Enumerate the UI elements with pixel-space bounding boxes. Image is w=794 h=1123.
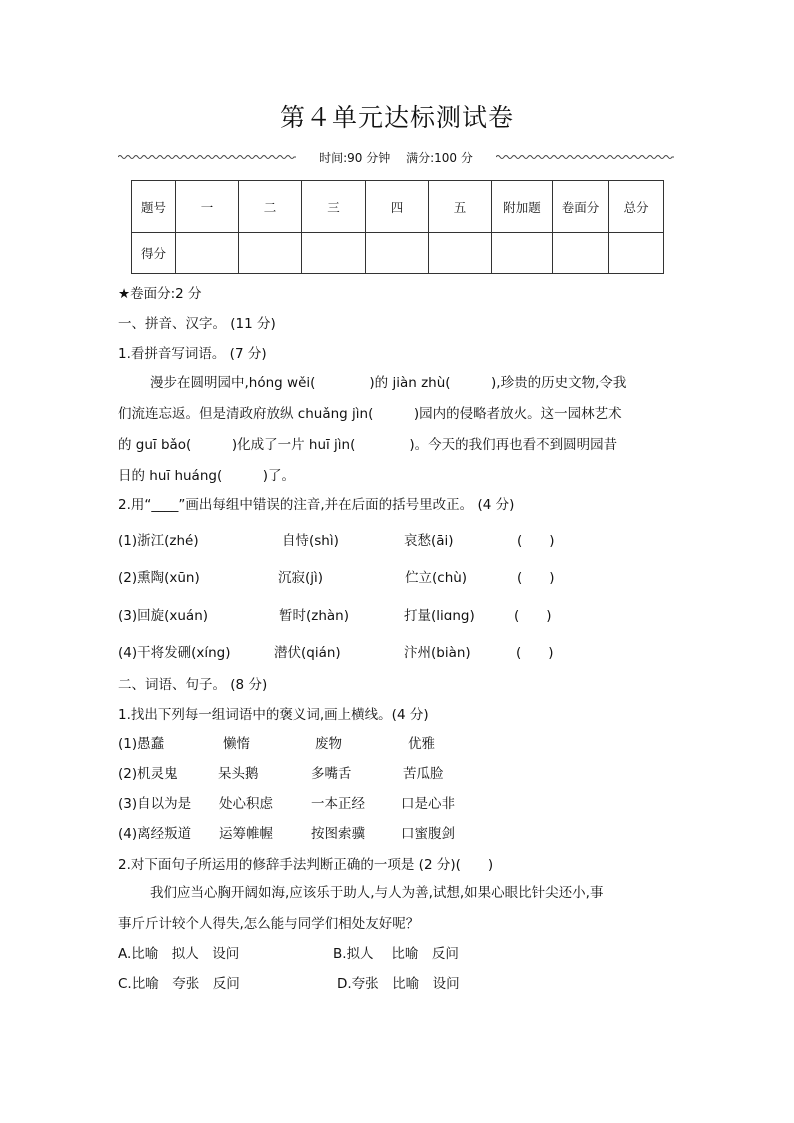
pinyin-item: 汴州(biàn) xyxy=(404,645,471,661)
pinyin-item: (1)浙江(zhé) xyxy=(118,533,199,549)
word-item: (2)机灵鬼 xyxy=(118,766,178,782)
exam-info-row xyxy=(118,150,674,166)
answer-bracket[interactable]: ( ) xyxy=(516,645,554,661)
score-cell[interactable] xyxy=(429,233,492,274)
word-item: 苦瓜脸 xyxy=(403,766,444,782)
word-item: (1)愚蠢 xyxy=(118,736,165,752)
word-item: 处心积虑 xyxy=(219,796,273,812)
section1-title: 一、拼音、汉字。 (11 分) xyxy=(118,316,276,332)
score-table-header-row xyxy=(132,181,664,233)
paragraph-line: 日的 huī huáng( )了。 xyxy=(118,468,295,484)
sentence-line: 我们应当心胸开阔如海,应该乐于助人,与人为善,试想,如果心眼比针尖还小,事 xyxy=(150,885,604,901)
sentence-line: 事斤斤计较个人得失,怎么能与同学们相处友好呢？ xyxy=(118,916,420,932)
score-table-header: 卷面分 xyxy=(553,181,609,233)
section2-title: 二、词语、句子。 (8 分) xyxy=(118,677,268,693)
pinyin-item: 哀愁(āi) xyxy=(404,533,454,549)
pinyin-item: (3)回旋(xuán) xyxy=(118,608,209,624)
paragraph-line: 漫步在圆明园中,hóng wěi( )的 jiàn zhù( ),珍贵的历史文物,令我 xyxy=(150,375,627,391)
exam-time: 时间:90 分钟 xyxy=(319,151,391,165)
word-item: (4)离经叛道 xyxy=(118,826,192,842)
answer-bracket[interactable]: ( ) xyxy=(514,608,552,624)
score-table-score-row xyxy=(132,233,664,274)
pinyin-item: 暂时(zhàn) xyxy=(279,608,350,624)
section1-q1-paragraph xyxy=(118,368,674,492)
pinyin-item: (2)熏陶(xūn) xyxy=(118,570,200,586)
score-cell[interactable] xyxy=(366,233,429,274)
score-cell[interactable] xyxy=(553,233,609,274)
pinyin-item: 沉寂(jì) xyxy=(278,570,324,586)
score-cell[interactable] xyxy=(609,233,664,274)
score-table-header: 题号 xyxy=(132,181,176,233)
section2-q2-title: 2.对下面句子所运用的修辞手法判断正确的一项是 (2 分)( ) xyxy=(118,857,494,873)
section2-q1-title: 1.找出下列每一组词语中的褒义词,画上横线。(4 分) xyxy=(118,707,429,723)
option-b[interactable]: B.拟人 比喻 反问 xyxy=(333,946,459,962)
page-title: 第４单元达标测试卷 xyxy=(279,103,514,132)
score-table-header: 总分 xyxy=(609,181,664,233)
section1-q1-title: 1.看拼音写词语。 (7 分) xyxy=(118,346,267,362)
pinyin-item: 自恃(shì) xyxy=(282,533,339,549)
word-item: 多嘴舌 xyxy=(311,766,352,782)
word-item: 一本正经 xyxy=(311,796,365,812)
pinyin-item: 打量(liɑng) xyxy=(404,608,475,624)
answer-bracket[interactable]: ( ) xyxy=(517,570,555,586)
word-item: 懒惰 xyxy=(223,736,250,752)
pinyin-item: 潜伏(qián) xyxy=(274,645,341,661)
word-item: 运筹帷幄 xyxy=(219,826,273,842)
pinyin-item: 伫立(chù) xyxy=(405,570,468,586)
score-table-header: 四 xyxy=(366,181,429,233)
neat-score-note: ★卷面分:2 分 xyxy=(118,286,202,302)
exam-full-score: 满分:100 分 xyxy=(406,151,473,165)
word-item: 口是心非 xyxy=(401,796,455,812)
pinyin-item: (4)干将发硎(xíng) xyxy=(118,645,231,661)
option-c[interactable]: C.比喻 夸张 反问 xyxy=(118,976,240,992)
score-cell[interactable] xyxy=(302,233,366,274)
paragraph-line: 们流连忘返。但是清政府放纵 chuǎng jìn( )园内的侵略者放火。这一园林艺术 xyxy=(118,406,622,422)
score-cell[interactable] xyxy=(239,233,302,274)
word-item: 呆头鹅 xyxy=(218,766,259,782)
score-table-header: 三 xyxy=(302,181,366,233)
score-cell[interactable] xyxy=(492,233,553,274)
decorative-wave-right xyxy=(496,154,674,160)
word-item: 口蜜腹剑 xyxy=(401,826,455,842)
score-table-header: 五 xyxy=(429,181,492,233)
section2-q2-sentence xyxy=(118,878,674,940)
paragraph-line: 的 guī bǎo( )化成了一片 huī jìn( )。今天的我们再也看不到圆明园昔 xyxy=(118,437,618,453)
section1-q2-title: 2.用“____”画出每组中错误的注音,并在后面的括号里改正。 (4 分) xyxy=(118,497,515,513)
word-item: 废物 xyxy=(315,736,342,752)
score-table xyxy=(131,180,664,274)
answer-bracket[interactable]: ( ) xyxy=(517,533,555,549)
word-item: (3)自以为是 xyxy=(118,796,192,812)
score-table-header: 附加题 xyxy=(492,181,553,233)
score-row-label: 得分 xyxy=(132,233,176,274)
option-d[interactable]: D.夸张 比喻 设问 xyxy=(337,976,460,992)
score-table-header: 二 xyxy=(239,181,302,233)
option-a[interactable]: A.比喻 拟人 设问 xyxy=(118,946,240,962)
word-item: 按图索骥 xyxy=(311,826,365,842)
score-cell[interactable] xyxy=(176,233,239,274)
score-table-header: 一 xyxy=(176,181,239,233)
word-item: 优雅 xyxy=(408,736,435,752)
